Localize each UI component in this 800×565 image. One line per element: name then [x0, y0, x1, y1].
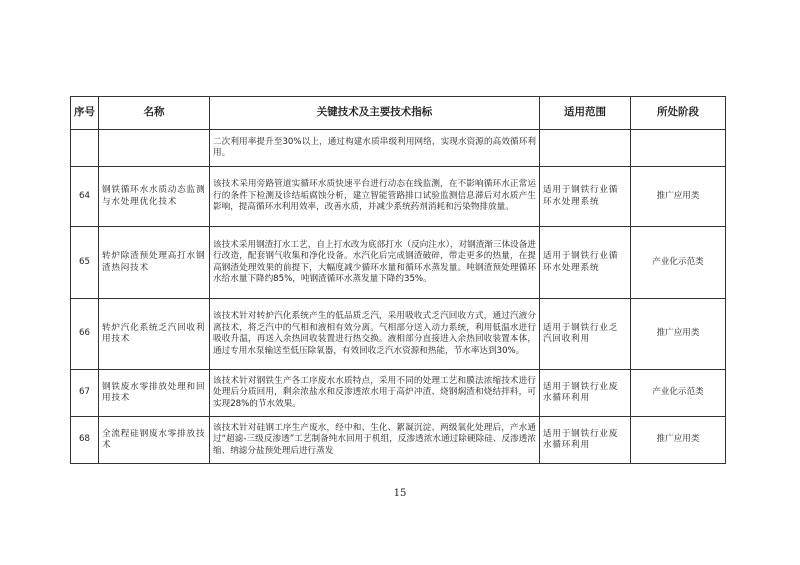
- cell-no: [71, 130, 99, 167]
- header-scope: 适用范围: [540, 97, 631, 130]
- header-row: [71, 97, 726, 130]
- cell-indicators: 该技术针对硅钢工序生产废水，经中和、生化、絮凝沉淀、两级氧化处理后，产水通过“超滤-三级反渗透”工艺制备纯水回用于机组，反渗透浓水通过除硬除硅、反渗透浓缩、纳滤分盐预处理后进行蒸发: [210, 417, 540, 464]
- table-row: [71, 370, 726, 417]
- cell-scope: 适用于钢铁行业乏汽回收利用: [540, 299, 631, 370]
- cell-no: 67: [71, 370, 99, 417]
- cell-scope: 适用于钢铁行业循环水处理系统: [540, 227, 631, 299]
- cell-name: 转炉汽化系统乏汽回收利用技术: [99, 299, 210, 370]
- cell-name: 钢铁循环水水质动态监测与水处理优化技术: [99, 167, 210, 227]
- cell-no: 68: [71, 417, 99, 464]
- table-row: [71, 417, 726, 464]
- cell-stage: [631, 130, 726, 167]
- cell-indicators: 该技术针对钢铁生产各工序废水水质特点，采用不同的处理工艺和膜法浓缩技术进行处理后分质回用，剩余浓盐水和反渗透浓水用于高炉冲渣、烧钢焖渣和烧结拌料，可实现28%的节水效果。: [210, 370, 540, 417]
- table-row: [71, 227, 726, 299]
- cell-no: 65: [71, 227, 99, 299]
- cell-indicators: 该技术针对转炉汽化系统产生的低品质乏汽，采用吸收式乏汽回收方式，通过汽液分离技术，将乏汽中的气相和液相有效分离。气相部分送入动力系统，利用低温水进行吸收升温，再送入余热回收装置进行热交换。液相部分直接进入余热回收装置本体，通过专用水泵输送至低压除氧器，有效回收乏汽水资源和热能，节水率达到30%。: [210, 299, 540, 370]
- cell-indicators: 该技术采用钢渣打水工艺，自上打水改为底部打水（反向注水），对钢渣渐三体设备进行改造，配套钢气收集和净化设备。水汽化后完成钢渣破碎，带走更多的热量，在提高钢渣处理效果的前提下，大幅度减少循环水量和循环水蒸发量。吨钢渣预处理循环水给水量下降约85%，吨钢渣循环水蒸发量下降约35%。: [210, 227, 540, 299]
- page-number: 15: [393, 488, 407, 499]
- header-indicators: 关键技术及主要技术指标: [210, 97, 540, 130]
- table-row: [71, 299, 726, 370]
- cell-scope: [540, 130, 631, 167]
- cell-stage: 产业化示范类: [631, 370, 726, 417]
- cell-indicators: 该技术采用旁路管道实循环水质快速平台进行动态在线监测，在不影响循环水正常运行的条件下检测及诊结垢腐蚀分析，建立智能管路排口试验监测信息滞后对水质产生影响，提高循环水利用效率，改善水质，并减少系统药剂消耗和污染物排放量。: [210, 167, 540, 227]
- cell-name: [99, 130, 210, 167]
- cell-scope: 适用于钢铁行业废水循环利用: [540, 417, 631, 464]
- technology-table: [70, 96, 726, 464]
- cell-no: 66: [71, 299, 99, 370]
- cell-scope: 适用于钢铁行业循环水处理系统: [540, 167, 631, 227]
- cell-indicators: 二次利用率提升至30%以上，通过构建水质串级利用网络，实现水资源的高效循环利用。: [210, 130, 540, 167]
- cell-no: 64: [71, 167, 99, 227]
- header-no: 序号: [71, 97, 99, 130]
- cell-name: 钢铁废水零排放处理和回用技术: [99, 370, 210, 417]
- cell-name: 转炉除渣预处理高打水钢渣热闷技术: [99, 227, 210, 299]
- table-row: [71, 167, 726, 227]
- cell-scope: 适用于钢铁行业废水循环利用: [540, 370, 631, 417]
- cell-name: 全流程硅钢废水零排放技术: [99, 417, 210, 464]
- header-stage: 所处阶段: [631, 97, 726, 130]
- table-row-continuation: [71, 130, 726, 167]
- cell-stage: 推广应用类: [631, 299, 726, 370]
- cell-stage: 产业化示范类: [631, 227, 726, 299]
- cell-stage: 推广应用类: [631, 167, 726, 227]
- header-name: 名称: [99, 97, 210, 130]
- cell-stage: 推广应用类: [631, 417, 726, 464]
